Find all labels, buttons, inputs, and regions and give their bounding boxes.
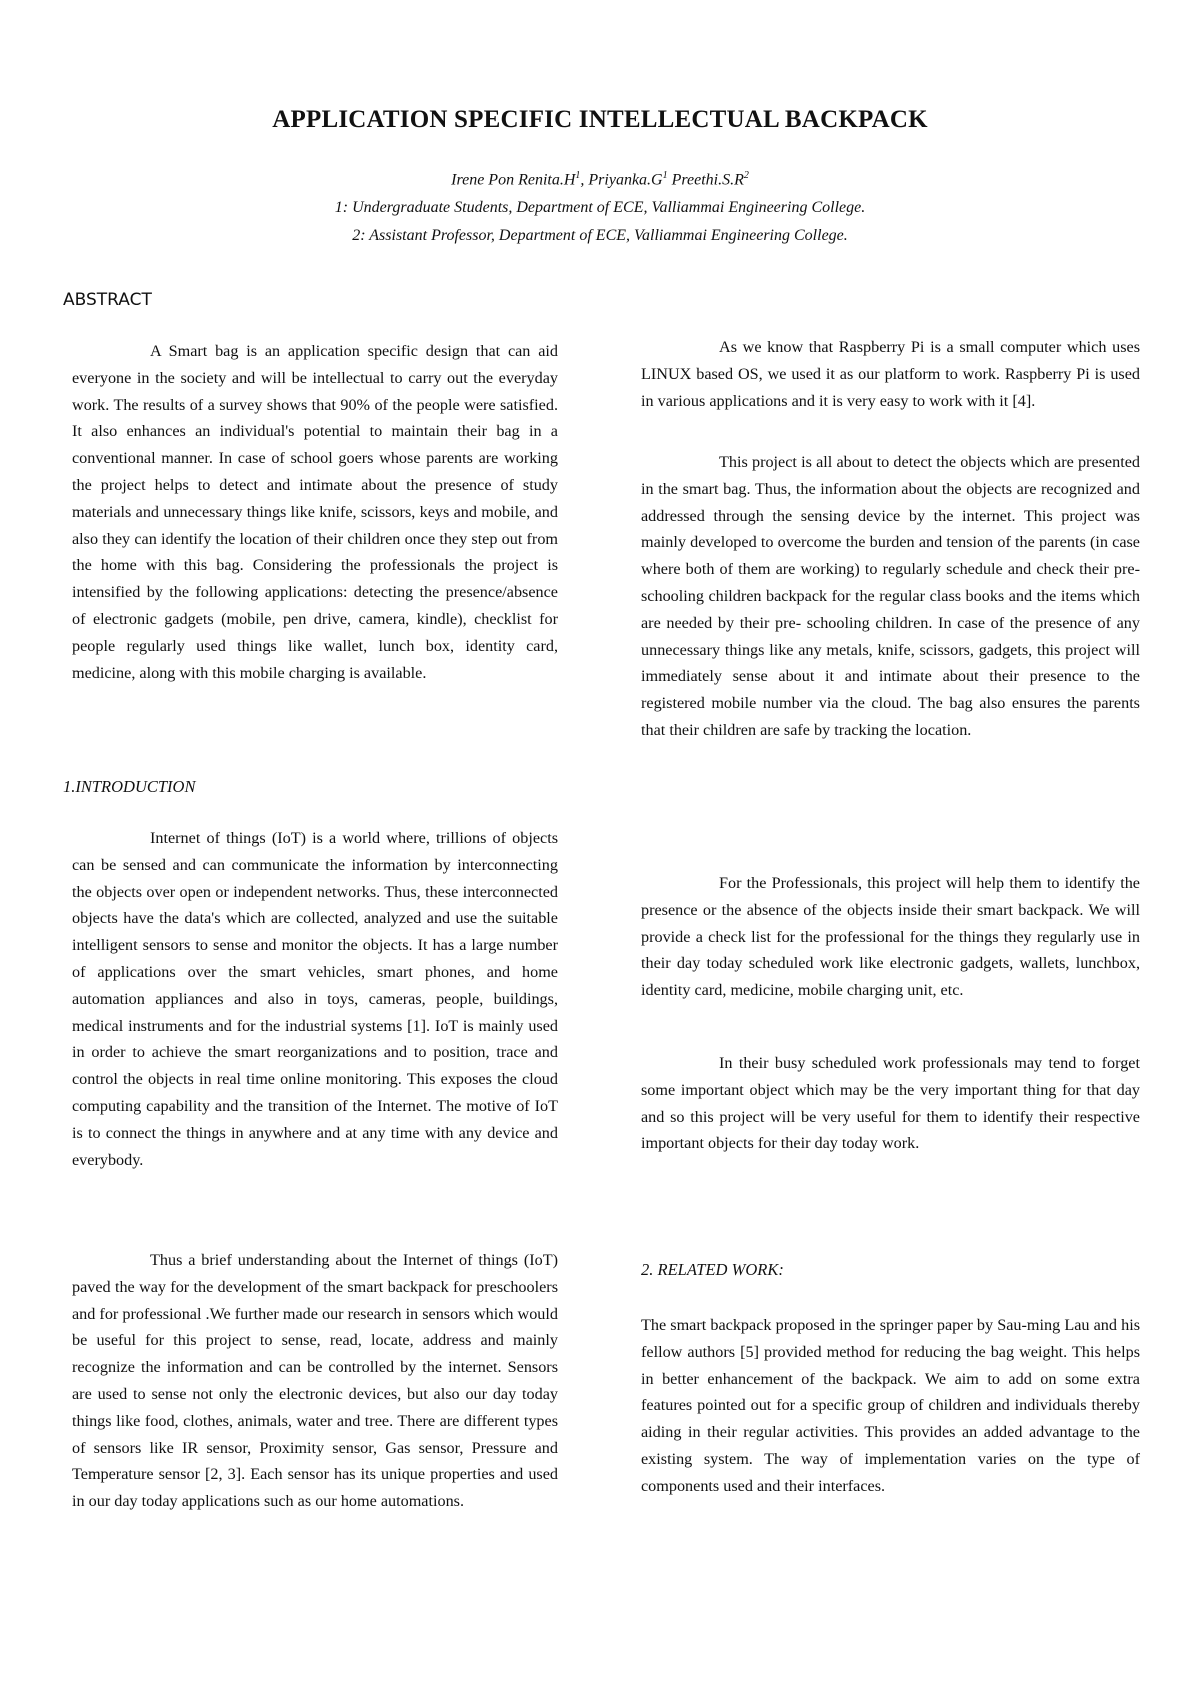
related-work-heading: 2. RELATED WORK: (641, 1260, 784, 1279)
author-sup-2: 1 (662, 170, 668, 181)
author-sup-3: 2 (743, 170, 749, 181)
author-names (0, 162, 1200, 194)
right-paragraph-4: In their busy scheduled work professionals may tend to forget some important object which may be the very important thing for that day and so this project will be very useful for them to identify their respective important objects for their day today work. (641, 1054, 1140, 1153)
abstract-paragraph: A Smart bag is an application specific design that can aid everyone in the society and will be intellectual to carry out the everyday work. The results of a survey shows that 90% of the people were satisfied. It also enhances an individual's potential to maintain their bag in a conventional manner. In case of school goers whose parents are working the project helps to detect and intimate about the presence of study materials and unnecessary things like knife, scissors, keys and mobile, and also they can identify the location of their children once they step out from the home with this bag. Considering the professionals the project is intensified by the following applications: detecting the presence/absence of electronic gadgets (mobile, pen drive, camera, kindle), checklist for people regularly used things like wallet, lunch box, identity card, medicine, along with this mobile charging is available. (72, 342, 558, 682)
introduction-paragraph-2: Thus a brief understanding about the Internet of things (IoT) paved the way for the development of the smart backpack for preschoolers and for professional .We further made our research in sensors which would be useful for this project to sense, read, locate, address and mainly recognize the information and can be controlled by the internet. Sensors are used to sense not only the electronic devices, but also our day today things like food, clothes, animals, water and tree. There are different types of sensors like IR sensor, Proximity sensor, Gas sensor, Pressure and Temperature sensor [2, 3]. Each sensor has its unique properties and used in our day today applications such as our home automations. (72, 1251, 558, 1511)
right-paragraph-3: For the Professionals, this project will help them to identify the presence or the absence of the objects inside their smart backpack. We will provide a check list for the professional for the things they regularly use in their day today scheduled work like electronic gadgets, wallets, lunchbox, identity card, medicine, mobile charging unit, etc. (641, 874, 1140, 1000)
right-paragraph-2: This project is all about to detect the objects which are presented in the smart bag. Thus, the information about the objects are recognized and addressed through the sensing device by the internet. This project was mainly developed to overcome the burden and tension of the parents (in case where both of them are working) to regularly schedule and check their pre-schooling children backpack for the regular class books and the items which are needed by their pre- schooling children. In case of the presence of any unnecessary things like any metals, knife, scissors, gadgets, this project will immediately sense about it and intimate about their presence to the registered mobile number via the cloud. The bag also ensures the parents that their children are safe by tracking the location. (641, 453, 1140, 739)
right-paragraph-1-block (641, 334, 1140, 414)
introduction-paragraph-1-block (72, 825, 558, 1173)
right-paragraph-2-block (641, 449, 1140, 744)
author-sup-1: 1 (575, 170, 581, 181)
author-name-2: , Priyanka.G (580, 171, 663, 189)
affiliation-1: 1: Undergraduate Students, Department of ECE, Valliammai Engineering College. (334, 199, 866, 217)
introduction-paragraph-1: Internet of things (IoT) is a world where, trillions of objects can be sensed and can communicate the information by interconnecting the objects over open or independent networks. Thus, these interconnected objects have the data's which are collected, analyzed and use the suitable intelligent sensors to sense and monitor the objects. It has a large number of applications over the smart vehicles, smart phones, and home automation appliances and also in toys, cameras, people, buildings, medical instruments and for the industrial systems [1]. IoT is mainly used in order to achieve the smart reorganizations and to position, trace and control the objects in real time online monitoring. This exposes the cloud computing capability and the transition of the Internet. The motive of IoT is to connect the things in anywhere and at any time with any device and everybody. (72, 829, 558, 1169)
affiliation-2: 2: Assistant Professor, Department of ECE, Valliammai Engineering College. (352, 227, 848, 245)
introduction-paragraph-2-block (72, 1247, 558, 1515)
right-paragraph-1: As we know that Raspberry Pi is a small computer which uses LINUX based OS, we used it as our platform to work. Raspberry Pi is used in various applications and it is very easy to work with it [4]. (641, 338, 1140, 410)
right-paragraph-3-block (641, 870, 1140, 1004)
introduction-heading: 1.INTRODUCTION (63, 777, 196, 796)
author-block (0, 162, 1200, 250)
related-work-paragraph: The smart backpack proposed in the springer paper by Sau-ming Lau and his fellow authors [5] provided method for reducing the bag weight. This helps in better enhancement of the backpack. We aim to add on some extra features pointed out for a specific group of children and individuals thereby aiding in their regular activities. This provides an added advantage to the existing system. The way of implementation varies on the type of components used and their interfaces. (641, 1316, 1140, 1495)
abstract-body (72, 338, 558, 686)
related-work-body (641, 1312, 1140, 1500)
author-name-1: Irene Pon Renita.H (451, 171, 576, 189)
author-name-3: Preethi.S.R (667, 171, 744, 189)
abstract-heading: ABSTRACT (63, 290, 152, 310)
right-paragraph-4-block (641, 1050, 1140, 1157)
paper-title: APPLICATION SPECIFIC INTELLECTUAL BACKPACK (272, 106, 928, 133)
